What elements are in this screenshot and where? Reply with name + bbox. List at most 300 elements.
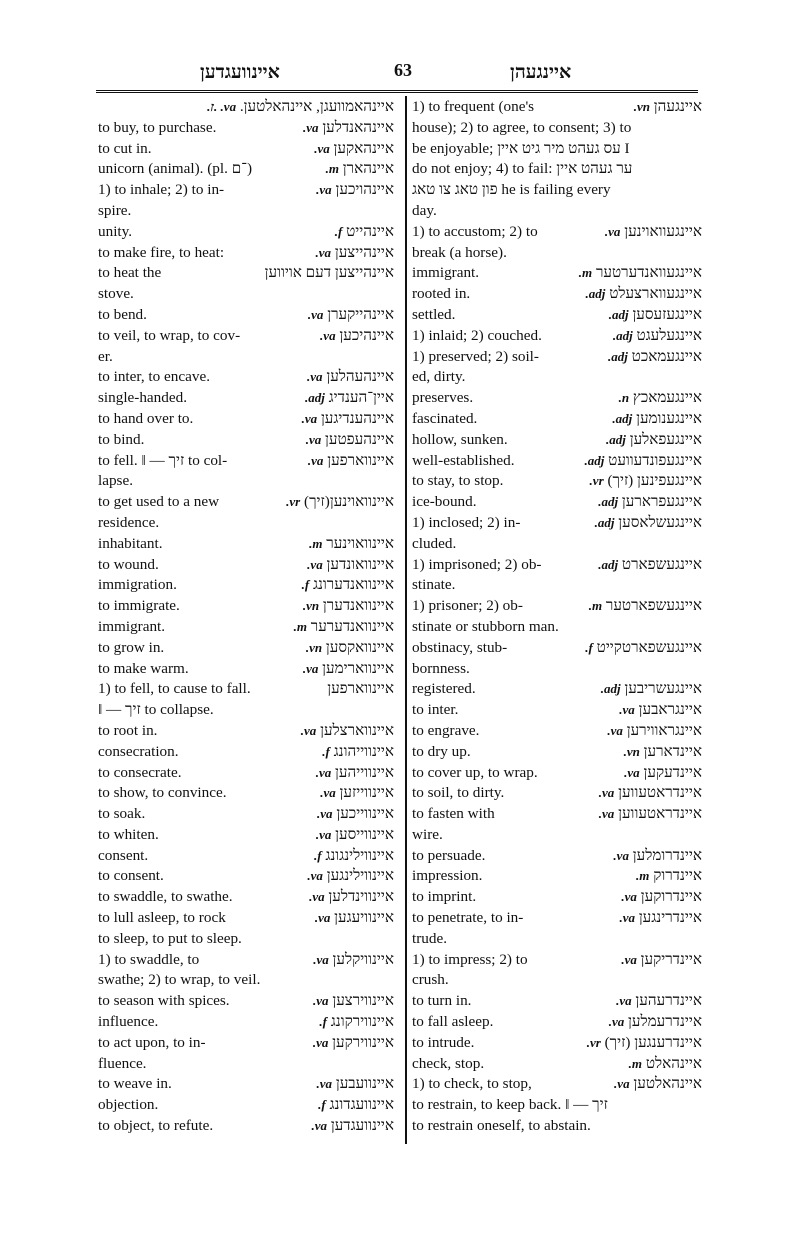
english-definition: well-established. bbox=[412, 451, 515, 469]
entry-line bbox=[412, 659, 702, 680]
grammar-label: vn. bbox=[302, 598, 320, 614]
entry-line bbox=[412, 555, 702, 576]
yiddish-headword bbox=[335, 222, 394, 243]
header-rule bbox=[96, 90, 698, 93]
entry-line bbox=[412, 1074, 702, 1095]
grammar-label: vn. bbox=[633, 99, 650, 114]
headword-text: איינגעוואנדערטער bbox=[595, 264, 702, 282]
english-definition: to root in. bbox=[98, 721, 158, 739]
yiddish-headword bbox=[616, 991, 702, 1012]
grammar-label: f. bbox=[585, 639, 593, 655]
english-definition: immigrant. bbox=[412, 264, 480, 282]
english-definition: to immigrate. bbox=[98, 597, 180, 615]
grammar-label: va. bbox=[314, 910, 331, 926]
headword-text: איינוויקלען bbox=[332, 950, 394, 968]
entry-line bbox=[98, 1054, 394, 1075]
headword-text: איינגעשלאסען bbox=[618, 513, 702, 531]
grammar-label: va. bbox=[320, 785, 336, 801]
entry-line bbox=[412, 929, 702, 950]
english-definition: to hand over to. bbox=[98, 409, 194, 427]
english-definition: 1) to inhale; 2) to in- bbox=[98, 181, 225, 199]
headword-text: איינהאקען bbox=[333, 139, 394, 157]
entry-line bbox=[98, 367, 394, 388]
headword-text: איינוויעגען bbox=[334, 909, 394, 927]
english-definition: 1) preserved; 2) soil- bbox=[412, 347, 539, 365]
grammar-label: adj. bbox=[606, 431, 626, 447]
grammar-label: va. bbox=[311, 1118, 328, 1134]
english-definition: 1) to accustom; 2) to bbox=[412, 222, 538, 240]
grammar-label: va. bbox=[305, 431, 322, 447]
grammar-label: vr. bbox=[586, 1034, 601, 1050]
grammar-label: f. bbox=[318, 1097, 326, 1113]
headword-text: איינדארען bbox=[643, 742, 702, 760]
headword-text: איינוואנדערער bbox=[310, 617, 394, 635]
entry-line bbox=[412, 388, 702, 409]
headword-text: איינגעוואוינען bbox=[624, 222, 702, 240]
entry-line bbox=[98, 409, 394, 430]
entry-line bbox=[98, 118, 394, 139]
entry-line bbox=[98, 305, 394, 326]
entry-line bbox=[412, 991, 702, 1012]
english-definition: immigration. bbox=[98, 576, 177, 594]
english-definition: 1) to frequent (one's bbox=[412, 98, 535, 115]
entry-line bbox=[98, 326, 394, 347]
yiddish-headword bbox=[619, 908, 702, 929]
english-definition: consecration. bbox=[98, 742, 179, 760]
grammar-label: va. bbox=[313, 993, 329, 1009]
yiddish-headword bbox=[302, 575, 394, 596]
yiddish-headword bbox=[634, 97, 702, 118]
grammar-label: va. bbox=[317, 806, 333, 822]
yiddish-headword bbox=[307, 367, 394, 388]
entry-line bbox=[98, 534, 394, 555]
english-definition: to turn in. bbox=[412, 992, 472, 1010]
headword-text: איינדראטעווען bbox=[618, 784, 702, 802]
english-definition: to engrave. bbox=[412, 721, 480, 739]
yiddish-headword bbox=[308, 451, 394, 472]
english-definition: cluded. bbox=[412, 534, 457, 552]
yiddish-headword bbox=[286, 492, 394, 513]
headword-text: איינווייכען bbox=[336, 805, 394, 823]
english-definition: to act upon, to in- bbox=[98, 1033, 206, 1051]
grammar-label: va. bbox=[616, 993, 632, 1009]
english-definition: to get used to a new bbox=[98, 493, 220, 511]
headword-text: איינוואנדערן bbox=[322, 597, 394, 615]
headword-text: איינהאמוועגן, איינהאלטען. bbox=[239, 98, 394, 115]
english-definition: break (a horse). bbox=[412, 243, 507, 261]
grammar-label: vn. bbox=[623, 743, 640, 759]
entry-line bbox=[412, 284, 702, 305]
english-definition: unicorn (animal). (pl. ־ם) bbox=[98, 160, 253, 178]
grammar-label: va. bbox=[316, 1076, 333, 1092]
yiddish-headword bbox=[609, 1012, 702, 1033]
grammar-label: va. bbox=[312, 1034, 329, 1050]
grammar-label: m. bbox=[309, 535, 323, 551]
headword-text: איינדרעהען bbox=[635, 992, 702, 1010]
entry-line bbox=[98, 1074, 394, 1095]
yiddish-headword bbox=[207, 97, 394, 118]
english-definition: registered. bbox=[412, 680, 476, 698]
column-divider bbox=[405, 96, 407, 1144]
yiddish-headword bbox=[265, 263, 394, 284]
headword-text: איינהייצען דעם אויווען bbox=[264, 264, 394, 282]
entry-line bbox=[98, 721, 394, 742]
yiddish-headword bbox=[327, 679, 394, 700]
entry-line bbox=[98, 575, 394, 596]
english-definition: 1) to impress; 2) to bbox=[412, 950, 528, 968]
entry-line bbox=[412, 201, 702, 222]
running-header bbox=[96, 58, 696, 88]
entry-line bbox=[98, 263, 394, 284]
headword-text: איינווינדלען bbox=[328, 888, 394, 906]
yiddish-headword bbox=[301, 721, 394, 742]
english-definition: residence. bbox=[98, 513, 160, 531]
entry-line bbox=[412, 492, 702, 513]
english-definition: settled. bbox=[412, 305, 456, 323]
yiddish-headword bbox=[309, 887, 394, 908]
entry-line bbox=[412, 1033, 702, 1054]
english-definition: to cut in. bbox=[98, 139, 152, 157]
yiddish-headword bbox=[613, 326, 702, 347]
english-definition: to inter. bbox=[412, 701, 459, 719]
entry-line bbox=[98, 742, 394, 763]
entry-line bbox=[98, 991, 394, 1012]
entry-line bbox=[98, 159, 394, 180]
yiddish-headword bbox=[608, 347, 702, 368]
grammar-label: vr. bbox=[286, 494, 301, 510]
english-definition: be enjoyable; עס געהט מיר גיט איין I bbox=[412, 139, 630, 157]
yiddish-headword bbox=[309, 534, 394, 555]
yiddish-headword bbox=[313, 950, 394, 971]
entry-line bbox=[98, 243, 394, 264]
entry-line bbox=[98, 929, 394, 950]
entry-line bbox=[412, 118, 702, 139]
english-definition: to dry up. bbox=[412, 742, 471, 760]
headword-text: איינהייט bbox=[346, 222, 394, 240]
english-definition: to veil, to wrap, to cov- bbox=[98, 326, 241, 344]
entry-line bbox=[412, 783, 702, 804]
yiddish-headword bbox=[605, 222, 702, 243]
entry-line bbox=[412, 721, 702, 742]
entry-line bbox=[98, 555, 394, 576]
yiddish-headword bbox=[601, 679, 702, 700]
entry-line bbox=[98, 638, 394, 659]
yiddish-headword bbox=[614, 1074, 702, 1095]
english-definition: to inter, to encave. bbox=[98, 368, 210, 386]
entry-line bbox=[412, 617, 702, 638]
entry-line bbox=[412, 471, 702, 492]
headword-text: איינהעפטען bbox=[325, 430, 394, 448]
headword-text: איינגעפרארען bbox=[621, 493, 702, 511]
english-definition: objection. bbox=[98, 1096, 159, 1114]
yiddish-headword bbox=[584, 451, 702, 472]
yiddish-headword bbox=[308, 305, 394, 326]
yiddish-headword bbox=[624, 763, 702, 784]
yiddish-headword bbox=[306, 638, 394, 659]
grammar-label: va. bbox=[624, 764, 640, 780]
headword-text: איינגעהן bbox=[653, 98, 702, 115]
entry-line bbox=[412, 846, 702, 867]
english-definition: to fasten with bbox=[412, 805, 495, 823]
headword-text: איינדריקען bbox=[640, 950, 702, 968]
yiddish-headword bbox=[587, 1033, 702, 1054]
english-definition: inhabitant. bbox=[98, 534, 163, 552]
grammar-label: va. .ז. bbox=[207, 99, 237, 114]
entry-line bbox=[98, 201, 394, 222]
yiddish-headword bbox=[586, 284, 702, 305]
headword-text: איינהאנדלען bbox=[322, 118, 394, 136]
left-column bbox=[98, 97, 394, 1137]
entry-line bbox=[412, 804, 702, 825]
headword-text: איינהענדיגען bbox=[320, 409, 394, 427]
entry-line bbox=[412, 1054, 702, 1075]
entry-line bbox=[98, 825, 394, 846]
english-definition: stove. bbox=[98, 285, 134, 303]
headword-text: איינגעשפארטקייט bbox=[596, 638, 702, 656]
entry-line bbox=[412, 326, 702, 347]
english-definition: פון טאג צו טאג he is failing every bbox=[412, 181, 611, 199]
entry-line bbox=[412, 866, 702, 887]
yiddish-headword bbox=[303, 596, 394, 617]
headword-text: איינווייהונג bbox=[333, 742, 394, 760]
headword-text: איינגעפאלען bbox=[629, 430, 702, 448]
grammar-label: adj. bbox=[585, 286, 606, 302]
headword-text: איינגעפונדעוועט bbox=[608, 451, 702, 469]
headword-text: איינדרענגען (זיך) bbox=[604, 1033, 702, 1051]
yiddish-headword bbox=[307, 555, 394, 576]
entry-line bbox=[412, 180, 702, 201]
header-left-guide-word: איינוועגדען bbox=[200, 62, 280, 83]
entry-line bbox=[98, 1012, 394, 1033]
english-definition: to grow in. bbox=[98, 638, 165, 656]
headword-text: איינווארפען bbox=[327, 680, 394, 698]
english-definition: to persuade. bbox=[412, 846, 486, 864]
grammar-label: va. bbox=[307, 306, 324, 322]
english-definition: to bend. bbox=[98, 305, 147, 323]
yiddish-headword bbox=[598, 492, 702, 513]
grammar-label: va. bbox=[613, 847, 629, 863]
entry-line bbox=[98, 804, 394, 825]
headword-text: איינגעשפארטער bbox=[605, 597, 702, 615]
english-definition: to fall asleep. bbox=[412, 1013, 494, 1031]
english-definition: 1) prisoner; 2) ob- bbox=[412, 597, 523, 615]
entry-line bbox=[98, 451, 394, 472]
english-definition: fluence. bbox=[98, 1054, 147, 1072]
english-definition: preserves. bbox=[412, 389, 474, 407]
yiddish-headword bbox=[619, 388, 702, 409]
entry-line bbox=[98, 139, 394, 160]
english-definition: to soil, to dirty. bbox=[412, 784, 505, 802]
headword-text: איינדעקען bbox=[643, 763, 702, 781]
english-definition: trude. bbox=[412, 929, 448, 947]
grammar-label: va. bbox=[621, 951, 637, 967]
english-definition: rooted in. bbox=[412, 285, 471, 303]
headword-text: איינדרעמלען bbox=[628, 1013, 702, 1031]
english-definition: to consent. bbox=[98, 867, 164, 885]
entry-line bbox=[412, 451, 702, 472]
english-definition: er. bbox=[98, 347, 113, 365]
headword-text: איינוואוינער bbox=[326, 534, 394, 552]
grammar-label: vn. bbox=[305, 639, 323, 655]
yiddish-headword bbox=[326, 159, 394, 180]
english-definition: spire. bbox=[98, 201, 132, 219]
headword-text: איינגענומען bbox=[636, 409, 702, 427]
yiddish-headword bbox=[317, 804, 394, 825]
entry-line bbox=[412, 1095, 702, 1116]
headword-text: איינדרומלען bbox=[632, 846, 702, 864]
yiddish-headword bbox=[629, 1054, 702, 1075]
grammar-label: m. bbox=[636, 868, 650, 884]
grammar-label: va. bbox=[315, 764, 332, 780]
entry-line bbox=[98, 679, 394, 700]
yiddish-headword bbox=[306, 430, 394, 451]
headword-text: איינווארימען bbox=[322, 659, 394, 677]
headword-text: איינגעשריבען bbox=[624, 680, 702, 698]
yiddish-headword bbox=[607, 721, 702, 742]
entry-line bbox=[412, 1116, 702, 1137]
headword-text: איינהיכען bbox=[339, 326, 394, 344]
grammar-label: va. bbox=[301, 410, 318, 426]
headword-text: איינגעפינען (זיך) bbox=[607, 472, 702, 490]
entry-line bbox=[98, 471, 394, 492]
english-definition: 1) inlaid; 2) couched. bbox=[412, 326, 542, 344]
english-definition: bornness. bbox=[412, 659, 470, 677]
headword-text: איינהויכען bbox=[335, 181, 394, 199]
header-right-guide-word: איינגעהן bbox=[510, 62, 572, 83]
entry-line bbox=[98, 783, 394, 804]
english-definition: ed, dirty. bbox=[412, 368, 466, 386]
headword-text: איינהעהלען bbox=[326, 368, 394, 386]
grammar-label: va. bbox=[621, 889, 637, 905]
english-definition: to fell. ‖ — זיך to col- bbox=[98, 451, 228, 469]
english-definition: to imprint. bbox=[412, 888, 477, 906]
yiddish-headword bbox=[316, 243, 394, 264]
yiddish-headword bbox=[590, 471, 702, 492]
yiddish-headword bbox=[598, 555, 702, 576]
headword-text: איינוועבען bbox=[335, 1075, 394, 1093]
grammar-label: va. bbox=[320, 327, 336, 343]
entry-line bbox=[98, 513, 394, 534]
grammar-label: f. bbox=[313, 847, 322, 863]
entry-line bbox=[98, 846, 394, 867]
grammar-label: va. bbox=[608, 1014, 625, 1030]
entry-line bbox=[98, 659, 394, 680]
grammar-label: vr. bbox=[589, 473, 604, 489]
right-column bbox=[412, 97, 702, 1137]
yiddish-headword bbox=[319, 1012, 394, 1033]
entry-line bbox=[98, 617, 394, 638]
english-definition: to intrude. bbox=[412, 1033, 475, 1051]
headword-text: איינוועגדונג bbox=[329, 1096, 394, 1114]
headword-text: איינגעלעגט bbox=[636, 326, 702, 344]
yiddish-headword bbox=[315, 908, 394, 929]
yiddish-headword bbox=[316, 180, 394, 201]
english-definition: day. bbox=[412, 201, 437, 219]
entry-line bbox=[98, 970, 394, 991]
grammar-label: va. bbox=[315, 826, 332, 842]
headword-text: איינוואוינען(זיך) bbox=[304, 493, 394, 511]
grammar-label: va. bbox=[598, 806, 615, 822]
yiddish-headword bbox=[599, 804, 702, 825]
grammar-label: va. bbox=[614, 1076, 630, 1092]
english-definition: to restrain, to keep back. ‖ — זיך bbox=[412, 1096, 608, 1114]
yiddish-headword bbox=[313, 1033, 394, 1054]
grammar-label: adj. bbox=[598, 494, 619, 510]
english-definition: obstinacy, stub- bbox=[412, 638, 508, 656]
entry-line bbox=[98, 1033, 394, 1054]
grammar-label: adj. bbox=[584, 452, 605, 468]
yiddish-headword bbox=[305, 388, 394, 409]
entry-line bbox=[412, 409, 702, 430]
yiddish-headword bbox=[294, 617, 394, 638]
headword-text: איינוועגדען bbox=[330, 1117, 394, 1135]
english-definition: to make fire, to heat: bbox=[98, 243, 225, 261]
headword-text: איינדראטעווען bbox=[618, 805, 702, 823]
english-definition: to stay, to stop. bbox=[412, 472, 504, 490]
english-definition: stinate. bbox=[412, 576, 456, 594]
page-number: 63 bbox=[394, 60, 412, 80]
yiddish-headword bbox=[606, 430, 702, 451]
headword-text: איינוואקסען bbox=[325, 638, 394, 656]
english-definition: 1) to swaddle, to bbox=[98, 950, 200, 968]
grammar-label: va. bbox=[300, 722, 317, 738]
entry-line bbox=[412, 305, 702, 326]
grammar-label: m. bbox=[628, 1055, 643, 1071]
english-definition: to lull asleep, to rock bbox=[98, 909, 226, 927]
headword-text: איינגעווארצעלט bbox=[609, 285, 702, 303]
entry-line bbox=[98, 887, 394, 908]
headword-text: איינהאלטען bbox=[633, 1075, 702, 1093]
yiddish-headword bbox=[619, 700, 702, 721]
entry-line bbox=[412, 534, 702, 555]
headword-text: איינווייהען bbox=[335, 763, 394, 781]
english-definition: consent. bbox=[98, 846, 149, 864]
headword-text: איין־הענדיג bbox=[328, 389, 394, 407]
headword-text: איינהארן bbox=[342, 160, 394, 178]
entry-line bbox=[412, 243, 702, 264]
english-definition: to cover up, to wrap. bbox=[412, 763, 538, 781]
yiddish-headword bbox=[314, 139, 394, 160]
entry-line bbox=[412, 575, 702, 596]
grammar-label: va. bbox=[307, 868, 323, 884]
yiddish-headword bbox=[316, 825, 394, 846]
entry-line bbox=[412, 596, 702, 617]
english-definition: to weave in. bbox=[98, 1075, 172, 1093]
entry-line bbox=[412, 679, 702, 700]
english-definition: to sleep, to put to sleep. bbox=[98, 929, 242, 947]
grammar-label: f. bbox=[334, 223, 343, 239]
yiddish-headword bbox=[303, 659, 394, 680]
entry-line bbox=[98, 347, 394, 368]
headword-text: איינגעמאכץ bbox=[632, 389, 702, 407]
headword-text: איינווירקען bbox=[332, 1033, 394, 1051]
headword-text: איינדרינגען bbox=[638, 909, 702, 927]
grammar-label: adj. bbox=[607, 348, 628, 364]
entry-line bbox=[412, 347, 702, 368]
grammar-label: adj. bbox=[608, 306, 629, 322]
english-definition: ‖ — זיך to collapse. bbox=[98, 701, 214, 719]
grammar-label: adj. bbox=[598, 556, 619, 572]
entry-line bbox=[98, 908, 394, 929]
english-definition: to season with spices. bbox=[98, 992, 230, 1010]
english-definition: to buy, to purchase. bbox=[98, 118, 217, 136]
grammar-label: f. bbox=[322, 743, 330, 759]
grammar-label: m. bbox=[293, 618, 307, 634]
grammar-label: adj. bbox=[600, 681, 621, 697]
english-definition: hollow, sunken. bbox=[412, 430, 508, 448]
grammar-label: va. bbox=[598, 785, 615, 801]
headword-text: איינווארפען bbox=[327, 451, 394, 469]
